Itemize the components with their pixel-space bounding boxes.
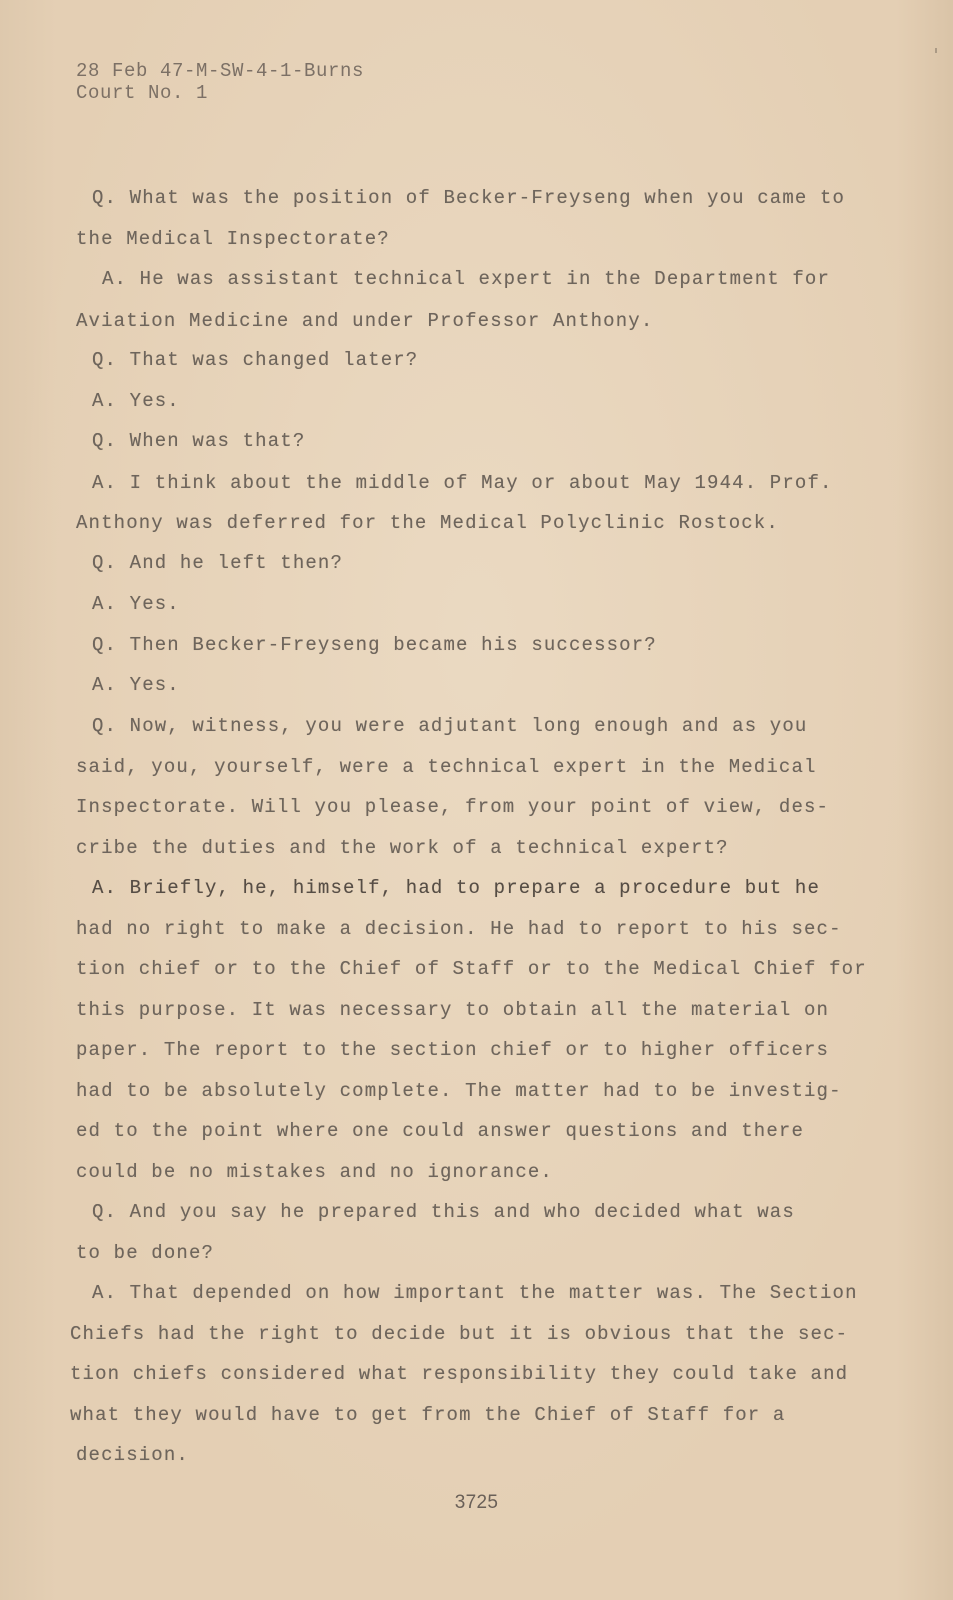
transcript-line: A. That depended on how important the matter was. The Section (92, 1282, 858, 1304)
transcript-line: Anthony was deferred for the Medical Polyclinic Rostock. (76, 512, 779, 534)
margin-mark (935, 48, 937, 53)
document-header (76, 60, 364, 104)
transcript-line: the Medical Inspectorate? (76, 228, 390, 250)
transcript-line: A. Briefly, he, himself, had to prepare a procedure but he (92, 877, 821, 899)
transcript-line: A. I think about the middle of May or about May 1944. Prof. (92, 472, 833, 494)
page-number: 3725 (454, 1492, 499, 1513)
transcript-line: Q. And he left then? (92, 552, 344, 574)
transcript-line: Inspectorate. Will you please, from your point of view, des- (76, 796, 830, 818)
transcript-line: paper. The report to the section chief or to higher officers (76, 1039, 830, 1061)
transcript-line: A. He was assistant technical expert in the Department for (102, 268, 831, 290)
transcript-line: what they would have to get from the Chief of Staff for a (70, 1404, 786, 1426)
header-line-2: Court No. 1 (76, 82, 209, 104)
transcript-line: A. Yes. (92, 593, 180, 615)
transcript-line: to be done? (76, 1242, 215, 1264)
transcript-line: Q. When was that? (92, 430, 306, 452)
transcript-line: Q. Now, witness, you were adjutant long enough and as you (92, 715, 808, 737)
transcript-line: decision. (76, 1444, 189, 1466)
transcript-line: Q. That was changed later? (92, 349, 419, 371)
transcript-line: Q. What was the position of Becker-Freyseng when you came to (92, 187, 846, 209)
transcript-line: tion chiefs considered what responsibility they could take and (70, 1363, 849, 1385)
transcript-line: could be no mistakes and no ignorance. (76, 1161, 553, 1183)
transcript-line: had to be absolutely complete. The matter had to be investig- (76, 1080, 842, 1102)
transcript-line: cribe the duties and the work of a technical expert? (76, 837, 729, 859)
transcript-line: ed to the point where one could answer questions and there (76, 1120, 805, 1142)
transcript-line: Chiefs had the right to decide but it is obvious that the sec- (70, 1323, 849, 1345)
header-line-1: 28 Feb 47-M-SW-4-1-Burns (76, 60, 365, 82)
transcript-line: this purpose. It was necessary to obtain all the material on (76, 999, 830, 1021)
transcript-line: said, you, yourself, were a technical expert in the Medical (76, 756, 817, 778)
transcript-line: Q. And you say he prepared this and who decided what was (92, 1201, 795, 1223)
transcript-line: A. Yes. (92, 390, 180, 412)
transcript-line: had no right to make a decision. He had to report to his sec- (76, 918, 842, 940)
transcript-line: A. Yes. (92, 674, 180, 696)
transcript-line: Q. Then Becker-Freyseng became his successor? (92, 634, 657, 656)
transcript-line: Aviation Medicine and under Professor Anthony. (76, 310, 654, 332)
transcript-line: tion chief or to the Chief of Staff or to the Medical Chief for (76, 958, 867, 980)
